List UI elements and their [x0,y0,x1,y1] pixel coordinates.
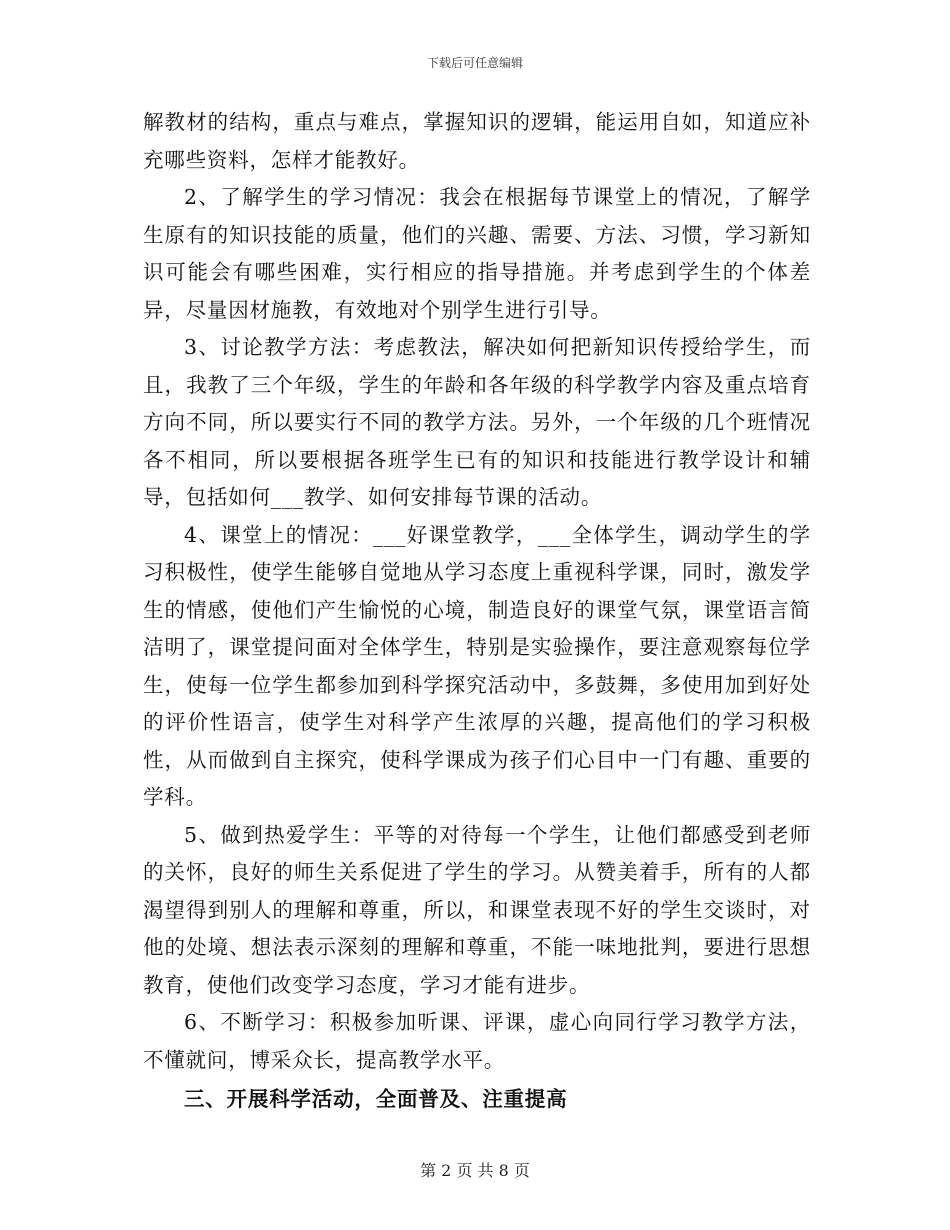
page-footer: 第 2 页 共 8 页 [420,1161,530,1180]
paragraph-love-students: 5、做到热爱学生：平等的对待每一个学生，让他们都感受到老师的关怀，良好的师生关系促进了学生的学习。从赞美着手，所有的人都渴望得到别人的理解和尊重，所以，和课堂表现不好的学生交谈时，对他的处境、想法表示深刻的理解和尊重，不能一味地批判，要进行思想教育，使他们改变学习态度，学习才能有进步。 [143,822,811,997]
section-heading: 三、开展科学活动，全面普及、注重提高 [184,1087,568,1111]
paragraph-classroom: 4、课堂上的情况：___好课堂教学，___全体学生，调动学生的学习积极性，使学生能够自觉地从学习态度上重视科学课，同时，激发学生的情感，使他们产生愉悦的心境，制造良好的课堂气氛，课堂语言简洁明了，课堂提问面对全体学生，特别是实验操作，要注意观察每位学生，使每一位学生都参加到科学探究活动中，多鼓舞，多使用加到好处的评价性语言，使学生对科学产生浓厚的兴趣，提高他们的学习积极性，从而做到自主探究，使科学课成为孩子们心目中一门有趣、重要的学科。 [143,522,811,809]
document-body [143,104,811,1119]
paragraph-continued: 解教材的结构，重点与难点，掌握知识的逻辑，能运用自如，知道应补充哪些资料，怎样才能教好。 [143,110,811,172]
paragraph-teaching-methods: 3、讨论教学方法：考虑教法，解决如何把新知识传授给学生，而且，我教了三个年级，学生的年龄和各年级的科学教学内容及重点培育方向不同，所以要实行不同的教学方法。另外，一个年级的几个班情况各不相同，所以要根据各班学生已有的知识和技能进行教学设计和辅导，包括如何___教学、如何安排每节课的活动。 [143,335,811,509]
page-header: 下载后可任意编辑 [426,56,523,70]
paragraph-learn-students: 2、了解学生的学习情况：我会在根据每节课堂上的情况，了解学生原有的知识技能的质量，他们的兴趣、需要、方法、习惯，学习新知识可能会有哪些困难，实行相应的指导措施。并考虑到学生的个体差异，尽量因材施教，有效地对个别学生进行引导。 [143,185,811,322]
paragraph-keep-learning: 6、不断学习：积极参加听课、评课，虚心向同行学习教学方法，不懂就问，博采众长，提高教学水平。 [143,1010,811,1072]
